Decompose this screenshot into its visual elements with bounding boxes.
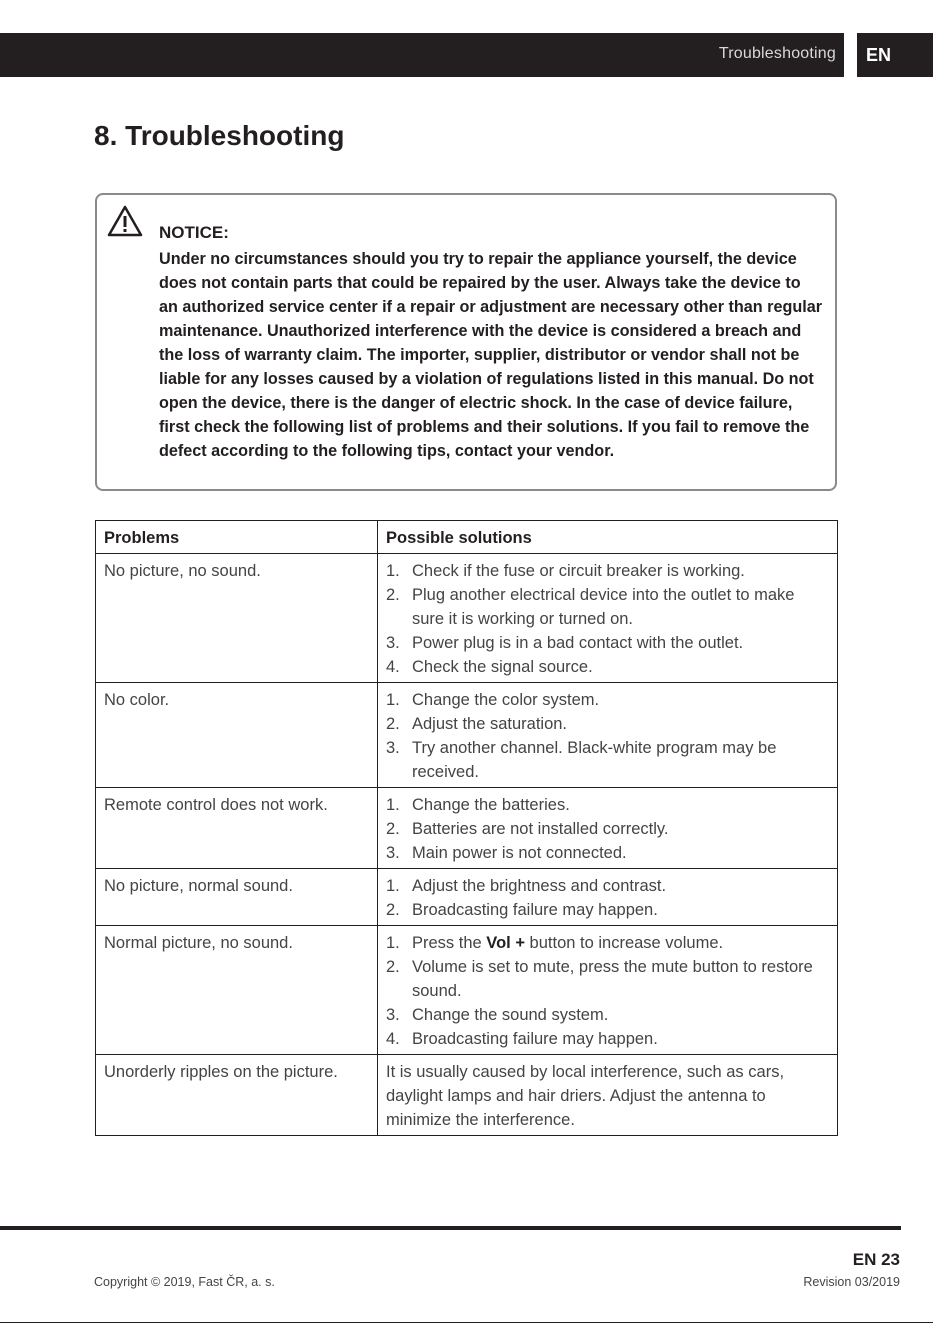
- column-header-solutions: Possible solutions: [378, 521, 838, 554]
- solution-number: 2.: [386, 715, 400, 733]
- solution-text: Broadcasting failure may happen.: [412, 901, 658, 919]
- solution-number: 3.: [386, 634, 400, 652]
- solution-text: Power plug is in a bad contact with the outlet.: [412, 634, 744, 652]
- problem-cell: No color.: [96, 683, 378, 788]
- solution-item: [386, 955, 829, 1003]
- solution-list: [386, 931, 829, 1051]
- table-row: [96, 1055, 838, 1136]
- solution-cell: [378, 788, 838, 869]
- page-title: 8. Troubleshooting: [94, 120, 345, 151]
- language-badge: EN: [857, 33, 933, 77]
- solution-number: 3.: [386, 739, 400, 757]
- solution-text: Main power is not connected.: [412, 844, 627, 862]
- solution-item: [386, 898, 829, 922]
- table-row: [96, 683, 838, 788]
- solution-text: Change the batteries.: [412, 796, 570, 814]
- solution-number: 1.: [386, 691, 400, 709]
- solution-item: [386, 631, 829, 655]
- notice-box: [95, 193, 837, 491]
- solution-number: 1.: [386, 877, 400, 895]
- problem-cell: Normal picture, no sound.: [96, 926, 378, 1055]
- column-header-problems: Problems: [96, 521, 378, 554]
- solution-item: [386, 688, 829, 712]
- table-body: [96, 554, 838, 1136]
- solution-cell: [378, 926, 838, 1055]
- solution-number: 3.: [386, 1006, 400, 1024]
- solution-text: Try another channel. Black-white program may be received.: [412, 739, 777, 781]
- solution-number: 2.: [386, 901, 400, 919]
- solution-number: 3.: [386, 844, 400, 862]
- solution-item: [386, 817, 829, 841]
- table-row: [96, 788, 838, 869]
- notice-title: NOTICE:: [159, 223, 229, 242]
- copyright-text: Copyright © 2019, Fast ČR, a. s.: [94, 1275, 275, 1289]
- page-number: EN 23: [852, 1250, 900, 1269]
- solution-cell: It is usually caused by local interference, such as cars, daylight lamps and hair driers. Adjust the antenna to minimize the interference.: [378, 1055, 838, 1136]
- bottom-line: [0, 1322, 933, 1323]
- solution-item: [386, 1003, 829, 1027]
- solution-number: 1.: [386, 562, 400, 580]
- table-header-row: [96, 521, 838, 554]
- solution-number: 1.: [386, 934, 400, 952]
- solution-item: [386, 712, 829, 736]
- solution-list: [386, 793, 829, 865]
- solution-number: 4.: [386, 658, 400, 676]
- solution-cell: [378, 869, 838, 926]
- header-section-title: Troubleshooting: [718, 45, 836, 62]
- solution-number: 4.: [386, 1030, 400, 1048]
- solution-text: Volume is set to mute, press the mute button to restore sound.: [412, 958, 813, 1000]
- solution-text-pre: Press the: [412, 934, 487, 952]
- solution-text: Change the color system.: [412, 691, 600, 709]
- solution-text: Batteries are not installed correctly.: [412, 820, 669, 838]
- solution-list: [386, 874, 829, 922]
- solution-cell: [378, 554, 838, 683]
- solution-item: [386, 841, 829, 865]
- solution-text: [412, 931, 829, 955]
- solution-text: Check the signal source.: [412, 658, 593, 676]
- troubleshooting-table: [95, 520, 838, 1136]
- solution-item: [386, 583, 829, 631]
- solution-number: 1.: [386, 796, 400, 814]
- table-row: [96, 926, 838, 1055]
- solution-item: [386, 559, 829, 583]
- solution-text: Adjust the brightness and contrast.: [412, 877, 667, 895]
- problem-cell: Remote control does not work.: [96, 788, 378, 869]
- solution-item: [386, 874, 829, 898]
- warning-triangle-icon: [107, 205, 143, 237]
- solution-item: [386, 793, 829, 817]
- solution-number: 2.: [386, 586, 400, 604]
- solution-text: Broadcasting failure may happen.: [412, 1030, 658, 1048]
- solution-number: 2.: [386, 958, 400, 976]
- solution-number: 2.: [386, 820, 400, 838]
- solution-text: Adjust the saturation.: [412, 715, 568, 733]
- solution-item: [386, 1027, 829, 1051]
- solution-text: Change the sound system.: [412, 1006, 609, 1024]
- footer-rule: [0, 1226, 901, 1230]
- problem-cell: Unorderly ripples on the picture.: [96, 1055, 378, 1136]
- solution-item: [386, 931, 829, 955]
- solution-text: Check if the fuse or circuit breaker is working.: [412, 562, 745, 580]
- solution-cell: [378, 683, 838, 788]
- solution-list: [386, 559, 829, 679]
- vol-plus-button-label: Vol +: [486, 934, 525, 952]
- revision-text: Revision 03/2019: [803, 1275, 900, 1289]
- problem-cell: No picture, normal sound.: [96, 869, 378, 926]
- table-row: [96, 869, 838, 926]
- table-row: [96, 554, 838, 683]
- problem-cell: No picture, no sound.: [96, 554, 378, 683]
- notice-text: Under no circumstances should you try to repair the appliance yourself, the device does not contain parts that could be repaired by the user. Always take the device to an authorized service center if a repair or adjustment are necessary other than regular maintenance. Unauthorized interference with the device is considered a breach and the loss of warranty claim. The importer, supplier, distributor or vendor shall not be liable for any losses caused by a violation of regulations listed in this manual. Do not open the device, there is the danger of electric shock. In the case of device failure, first check the following list of problems and their solutions. If you fail to remove the defect according to the following tips, contact your vendor.: [159, 250, 823, 460]
- solution-list: [386, 688, 829, 784]
- solution-text-post: button to increase volume.: [524, 934, 724, 952]
- solution-item: [386, 736, 829, 784]
- solution-text: Plug another electrical device into the outlet to make sure it is working or turned on.: [412, 586, 795, 628]
- solution-item: [386, 655, 829, 679]
- header-bar: [0, 33, 844, 77]
